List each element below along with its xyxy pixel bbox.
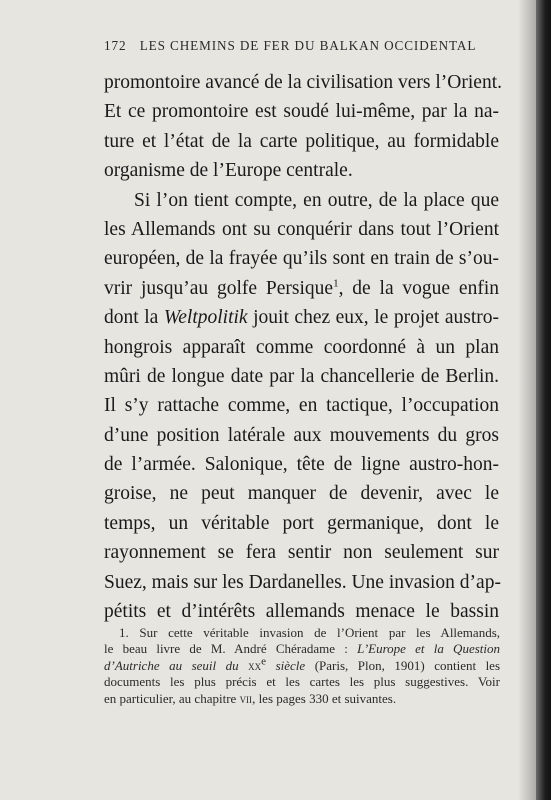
body-line: d’une position latérale aux mouvements du gros: [104, 424, 499, 446]
body-line: mûri de longue date par la chancellerie de Berlin.: [104, 365, 499, 387]
body-line: [104, 274, 499, 303]
footnote-segment: en particulier, au chapitre: [104, 690, 237, 706]
body-line: [104, 303, 499, 332]
body-line: les Allemands ont su conquérir dans tout l’Orient: [104, 218, 499, 240]
body-line-segment: , de la vogue enfin: [338, 277, 499, 299]
body-line-segment: dont la: [104, 307, 159, 329]
century-superscript: e: [261, 655, 267, 668]
footnote-segment: , les pages 330 et suivantes.: [252, 690, 397, 706]
body-line: Si l’on tient compte, en outre, de la place que: [134, 189, 499, 211]
footnote-segment: (Paris, Plon, 1901) contient les: [314, 657, 501, 673]
body-line: hongrois apparaît comme coordonné à un plan: [104, 336, 499, 358]
italic-term: Weltpolitik: [163, 307, 248, 329]
footnote-line: [104, 691, 500, 707]
page-edge-shadow: [518, 0, 536, 800]
body-line: organisme de l’Europe centrale.: [104, 160, 353, 182]
century-numeral: [248, 655, 267, 673]
footnote: [104, 625, 500, 707]
running-head: [104, 38, 476, 54]
body-line: pétits et d’intérêts allemands menace le bassin: [104, 601, 499, 623]
body-line-segment: vrir jusqu’au golfe Persique: [104, 277, 334, 299]
body-line: européen, de la frayée qu’ils sont en train de s’ou-: [104, 248, 499, 270]
body-line: rayonnement se fera sentir non seulement sur: [104, 542, 499, 564]
century-numeral-text: xx: [248, 657, 262, 673]
book-title-italic: siècle: [275, 657, 306, 673]
body-line: ture et l’état de la carte politique, au formidable: [104, 130, 499, 152]
body-line: groise, ne peut manquer de devenir, avec le: [104, 483, 499, 505]
page-number: 172: [104, 38, 127, 53]
footnote-line: 1. Sur cette véritable invasion de l’Orient par les Allemands,: [119, 625, 500, 640]
scan-margin: [536, 0, 551, 800]
footnote-line: [104, 641, 500, 657]
body-text: [104, 68, 502, 626]
body-line: Suez, mais sur les Dardanelles. Une invasion d’ap-: [104, 571, 501, 593]
body-line: promontoire avancé de la civilisation vers l’Orient.: [104, 72, 502, 93]
body-line: Et ce promontoire est soudé lui-même, par la na-: [104, 101, 499, 123]
footnote-line: documents les plus précis et les cartes les plus suggestives. Voir: [104, 674, 500, 690]
footnote-line: [104, 655, 501, 674]
body-line: temps, un véritable port germanique, dont le: [104, 512, 499, 534]
body-line: de l’armée. Salonique, tête de ligne austro-hon-: [104, 454, 499, 476]
chapter-numeral: vii: [239, 690, 253, 706]
running-title: LES CHEMINS DE FER DU BALKAN OCCIDENTAL: [139, 38, 477, 53]
book-title-italic: d’Autriche au seuil du: [104, 657, 239, 673]
body-line: Il s’y rattache comme, en tactique, l’occupation: [104, 395, 499, 417]
footnote-segment: le beau livre de M. André Chéradame :: [104, 641, 348, 657]
book-title-italic: L’Europe et la Question: [357, 641, 500, 657]
footnote-reference: 1: [333, 277, 339, 290]
body-line-segment: jouit chez eux, le projet austro-: [253, 307, 499, 329]
